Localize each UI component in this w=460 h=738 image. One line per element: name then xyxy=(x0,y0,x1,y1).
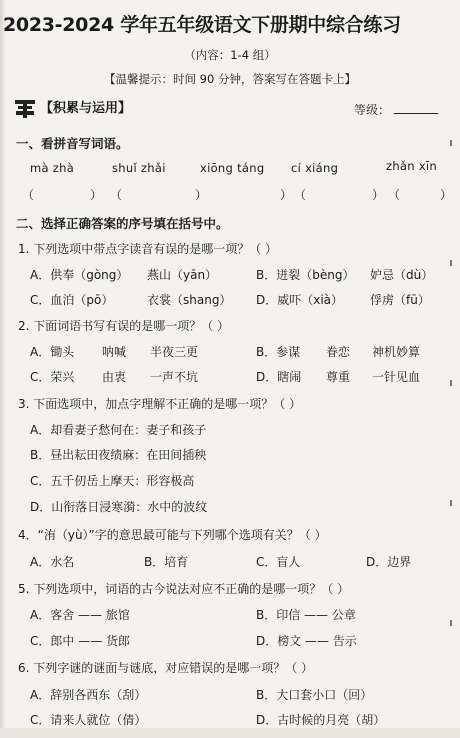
page-title: 2023-2024 学年五年级语文下册期中综合练习 xyxy=(3,14,401,36)
part1-heading: 一、看拼音写词语。 xyxy=(16,136,129,151)
q4-option-d: D．边界 xyxy=(366,555,412,569)
grade-blank[interactable] xyxy=(394,103,438,114)
q3-option-c: C．五千仞岳上摩天：形容极高 xyxy=(30,474,195,488)
page-bottom-edge xyxy=(0,728,460,738)
warm-tip: 【温馨提示：时间 90 分钟，答案写在答题卡上】 xyxy=(104,72,356,86)
answer-box-5-close: ） xyxy=(440,188,453,202)
answer-box-3-close: ） xyxy=(280,188,293,202)
grade-label: 等级： xyxy=(354,103,391,117)
q1-stem: 1. 下列选项中带点字读音有误的是哪一项？（ ） xyxy=(18,242,278,256)
q3-stem: 3. 下面选项中，加点字理解不正确的是哪一项？（ ） xyxy=(18,397,302,411)
q4-option-a: A．水名 xyxy=(30,555,75,569)
answer-box-4-close: ） xyxy=(372,188,385,202)
q2-option-a2: 呐喊 xyxy=(102,345,127,359)
q2-option-d3: 一针见血 xyxy=(372,370,421,384)
q1-option-b2: 妒忌（dù） xyxy=(370,268,434,282)
q5-option-a: A．客舍 —— 旅馆 xyxy=(30,608,130,622)
q2-option-d1: D．瞎闹 xyxy=(256,370,302,384)
q5-option-c: C．郎中 —— 货郎 xyxy=(30,634,131,648)
q5-stem: 5. 下列选项中，词语的古今说法对应不正确的是哪一项？（ ） xyxy=(18,582,350,596)
page-shadow xyxy=(0,0,6,738)
answer-box-1-open: （ xyxy=(22,188,35,202)
binding-mark xyxy=(450,500,452,506)
binding-mark xyxy=(450,260,452,266)
q1-option-a1: A．供奉（gòng） xyxy=(30,268,129,282)
answer-box-2-close: ） xyxy=(195,188,208,202)
answer-box-4-open: （ xyxy=(294,188,307,202)
q3-option-b: B．昼出耘田夜绩麻：在田间插秧 xyxy=(30,448,207,462)
q1-option-d2: 俘虏（fū） xyxy=(370,293,430,307)
q4-stem: 4．“洧（yù）”字的意思最可能与下列哪个选项有关？（ ） xyxy=(18,528,327,542)
q5-option-d: D．榜文 —— 告示 xyxy=(256,634,357,648)
answer-box-5-open: （ xyxy=(388,188,401,202)
q6-option-d: D．古时候的月亮（胡） xyxy=(256,713,386,727)
q2-option-b2: 眷恋 xyxy=(326,345,351,359)
q2-stem: 2. 下面词语书写有误的是哪一项？（ ） xyxy=(18,319,230,333)
q1-option-a2: 燕山（yān） xyxy=(147,268,218,282)
section-title: 【积累与运用】 xyxy=(40,101,132,116)
grade-field xyxy=(354,101,438,118)
q1-option-b1: B．迸裂（bèng） xyxy=(256,268,355,282)
binding-mark xyxy=(450,140,452,146)
q6-option-c: C．请来人就位（倩） xyxy=(30,713,147,727)
q3-option-d: D．山衔落日浸寒漪：水中的波纹 xyxy=(30,500,208,514)
pinyin-1: mà zhà xyxy=(30,161,75,175)
q3-option-a: A．却看妻子愁何在：妻子和孩子 xyxy=(30,423,207,437)
q4-option-b: B．培育 xyxy=(144,555,189,569)
pencil-banner-icon xyxy=(14,98,38,120)
q2-option-c1: C．荣兴 xyxy=(30,370,75,384)
content-scope: （内容：1-4 组） xyxy=(184,48,276,62)
q2-option-c3: 一声不坑 xyxy=(150,370,199,384)
q6-option-a: A．辞别各西东（刮） xyxy=(30,688,147,702)
q6-stem: 6. 下列字谜的谜面与谜底，对应错误的是哪一项？（ ） xyxy=(18,661,314,675)
q2-option-b3: 神机妙算 xyxy=(372,345,421,359)
q2-option-c2: 由衷 xyxy=(102,370,127,384)
section-banner xyxy=(14,97,131,120)
q2-option-b1: B．参谋 xyxy=(256,345,301,359)
q4-option-c: C．盲人 xyxy=(256,555,301,569)
binding-mark xyxy=(450,380,452,386)
answer-box-2-open: （ xyxy=(110,188,123,202)
q2-option-a3: 半夜三更 xyxy=(150,345,199,359)
part2-heading: 二、选择正确答案的序号填在括号中。 xyxy=(16,216,229,231)
q1-option-c2: 衣裳（shang） xyxy=(147,293,232,307)
pinyin-2: shuǐ zhǎi xyxy=(112,161,166,175)
pinyin-4: cí xiáng xyxy=(291,161,339,175)
pinyin-3: xiōng táng xyxy=(200,161,265,175)
q6-option-b: B．大口套小口（回） xyxy=(256,688,373,702)
q5-option-b: B．印信 —— 公章 xyxy=(256,608,356,622)
pinyin-5: zhǎn xīn xyxy=(386,159,438,173)
binding-mark xyxy=(450,620,452,626)
q2-option-a1: A．锄头 xyxy=(30,345,75,359)
q1-option-d1: D．威吓（xià） xyxy=(256,293,344,307)
q1-option-c1: C．血泊（pō） xyxy=(30,293,114,307)
q2-option-d2: 尊重 xyxy=(326,370,351,384)
answer-box-1-close: ） xyxy=(90,188,103,202)
